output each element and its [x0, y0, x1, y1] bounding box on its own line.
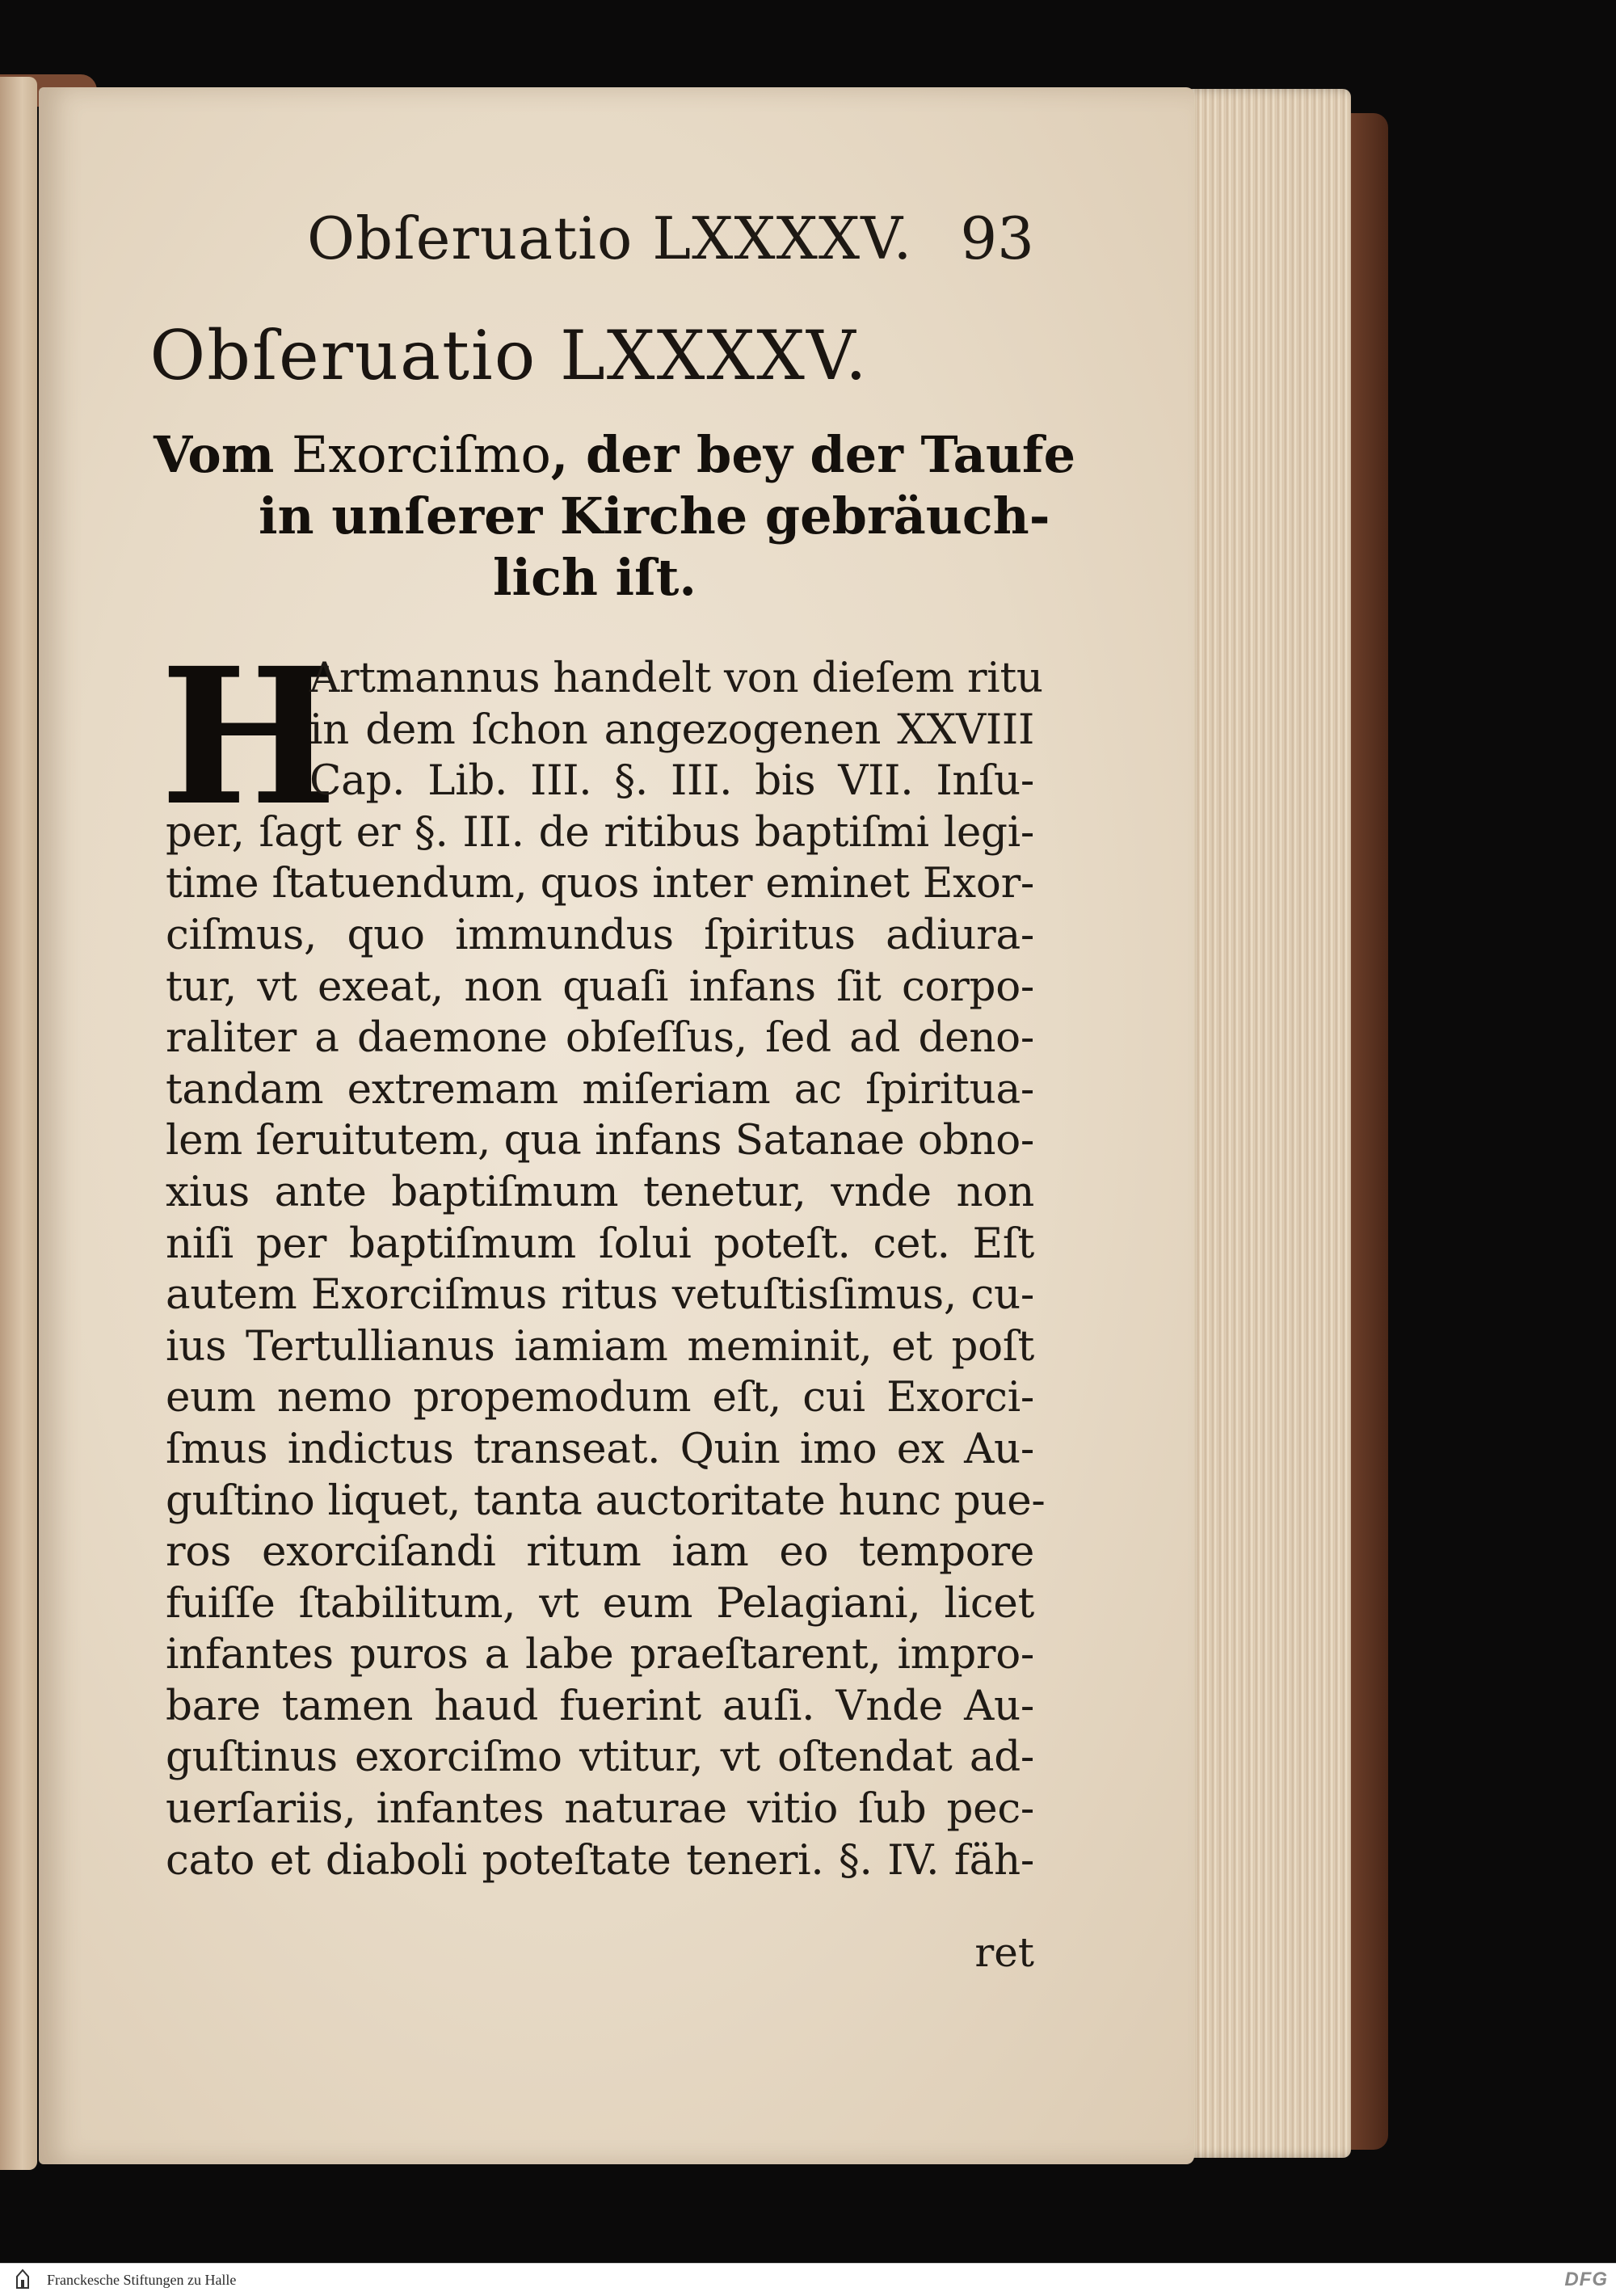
- catchword: ret: [974, 1929, 1034, 1976]
- body-line: uerſariis, infantes naturae vitio ſub pec-: [166, 1784, 1034, 1834]
- drop-cap: H: [160, 626, 338, 847]
- dfg-logo: DFG: [1564, 2269, 1608, 2290]
- subtitle-line-2: in unſerer Kirche gebräuch-: [259, 487, 1050, 546]
- subtitle-line-3: lich iſt.: [493, 548, 696, 607]
- body-line: ros exorciſandi ritum iam eo tempore: [166, 1527, 1034, 1577]
- body-line: Cap. Lib. III. §. III. bis VII. Inſu-: [309, 756, 1034, 806]
- body-line: raliter a daemone obſeſſus, ſed ad deno-: [166, 1013, 1034, 1063]
- body-line: in dem ſchon angezogenen XXVIII: [309, 705, 1034, 754]
- subtitle-latin-word: Exorciſmo: [291, 425, 551, 484]
- foundation-logo-icon: [6, 2267, 39, 2293]
- observation-title: [149, 311, 1050, 400]
- body-line: ſmus indictus transeat. Quin imo ex Au-: [166, 1424, 1034, 1473]
- subtitle-fraktur-rest: , der bey der Taufe: [550, 425, 1076, 484]
- subtitle-line-1: [154, 424, 1076, 486]
- body-line: niſi per baptiſmum ſolui poteſt. cet. Eſt: [166, 1219, 1034, 1268]
- subtitle: [154, 424, 1076, 609]
- body-line: bare tamen haud fuerint auſi. Vnde Au-: [166, 1681, 1034, 1730]
- body-line: infantes puros a labe praeſtarent, impro-: [166, 1630, 1034, 1679]
- body-line: guſtinus exorciſmo vtitur, vt oſtendat ad-: [166, 1733, 1034, 1782]
- body-line: ciſmus, quo immundus ſpiritus adiura-: [166, 910, 1034, 959]
- body-line: ius Tertullianus iamiam meminit, et poſt: [166, 1321, 1034, 1371]
- institution-name: Franckesche Stiftungen zu Halle: [47, 2272, 237, 2288]
- body-line: Artmannus handelt von dieſem ritu: [309, 654, 1043, 702]
- body-line: autem Exorciſmus ritus vetuſtisſimus, cu-: [166, 1270, 1034, 1320]
- body-line: lem ſeruitutem, qua infans Satanae obno-: [166, 1116, 1034, 1165]
- body-line: fuiſſe ſtabilitum, vt eum Pelagiani, licet: [166, 1578, 1034, 1628]
- body-text: [166, 653, 1046, 1886]
- body-line: xius ante baptiſmum tenetur, vnde non: [166, 1167, 1034, 1216]
- subtitle-fraktur-word: Vom: [154, 425, 275, 484]
- observation-title-text: Obſeruatio LXXXXV.: [149, 316, 869, 395]
- left-page-edge: [0, 77, 37, 2170]
- running-head-title: Obſeruatio LXXXXV.: [307, 204, 913, 272]
- body-line: tandam extremam miſeriam ac ſpiritua-: [166, 1064, 1034, 1114]
- body-line: eum nemo propemodum eſt, cui Exorci-: [166, 1373, 1034, 1422]
- body-line: time ſtatuendum, quos inter eminet Exor-: [166, 859, 1034, 908]
- body-line: cato et diaboli poteſtate teneri. §. IV. fäh-: [166, 1835, 1034, 1885]
- body-line: guſtino liquet, tanta auctoritate hunc pue-: [166, 1476, 1046, 1525]
- footer-bar: [0, 2263, 1616, 2296]
- running-head: [307, 202, 1034, 275]
- page-number: 93: [960, 204, 1034, 272]
- page-edges: [1181, 89, 1351, 2158]
- foundation-logo-icon-svg: [14, 2269, 32, 2291]
- body-line: tur, vt exeat, non quaſi infans ſit corpo-: [166, 962, 1034, 1011]
- body-line: per, ſagt er §. III. de ritibus baptiſmi legi-: [166, 807, 1034, 857]
